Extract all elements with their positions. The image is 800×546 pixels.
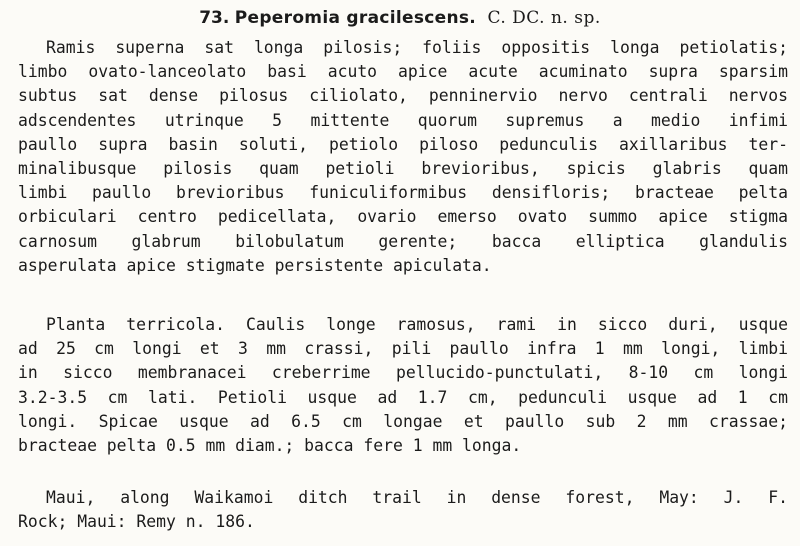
text-line: bracteae pelta 0.5 mm diam.; bacca fere 1 mm longa. (18, 435, 522, 455)
species-name: Peperomia gracilescens. (234, 8, 477, 28)
text-line: in sicco membranacei creberrime pellucido-punctulati, 8-10 cm longi (18, 363, 788, 383)
text-line: 3.2-3.5 cm lati. Petioli usque ad 1.7 cm, pedunculi usque ad 1 cm (18, 387, 788, 407)
text-line: subtus sat dense pilosus ciliolato, penninervio nervo centrali nervos (18, 86, 788, 106)
paragraph-locality (18, 486, 788, 534)
species-heading (0, 6, 800, 30)
species-authority: C. DC. n. sp. (487, 8, 601, 28)
text-line: Planta terricola. Caulis longe ramosus, rami in sicco duri, usque (46, 315, 788, 334)
text-line: limbo ovato-lanceolato basi acuto apice acute acuminato supra sparsim (18, 62, 788, 82)
text-line: carnosum glabrum bilobulatum gerente; bacca elliptica glandulis (18, 231, 788, 251)
paragraph-habit (18, 313, 788, 458)
species-number: 73. (199, 8, 230, 28)
text-line: adscendentes utrinque 5 mittente quorum supremus a medio infimi (18, 110, 788, 130)
text-line: asperulata apice stigmate persistente apiculata. (18, 255, 492, 275)
paragraph-description (18, 36, 788, 278)
text-line: Rock; Maui: Remy n. 186. (18, 512, 255, 532)
text-line: paullo supra basin soluti, petiolo piloso pedunculis axillaribus ter- (18, 134, 788, 154)
text-line: orbiculari centro pedicellata, ovario emerso ovato summo apice stigma (18, 207, 788, 227)
text-line: ad 25 cm longi et 3 mm crassi, pili paullo infra 1 mm longi, limbi (18, 339, 788, 359)
text-line: limbi paullo brevioribus funiculiformibus densifloris; bracteae pelta (18, 183, 788, 203)
text-line: longi. Spicae usque ad 6.5 cm longae et paullo sub 2 mm crassae; (18, 411, 788, 431)
text-line: Ramis superna sat longa pilosis; foliis oppositis longa petiolatis; (46, 38, 788, 57)
text-line: Maui, along Waikamoi ditch trail in dense forest, May: J. F. (46, 488, 788, 507)
text-line: minalibusque pilosis quam petioli brevioribus, spicis glabris quam (18, 158, 788, 178)
